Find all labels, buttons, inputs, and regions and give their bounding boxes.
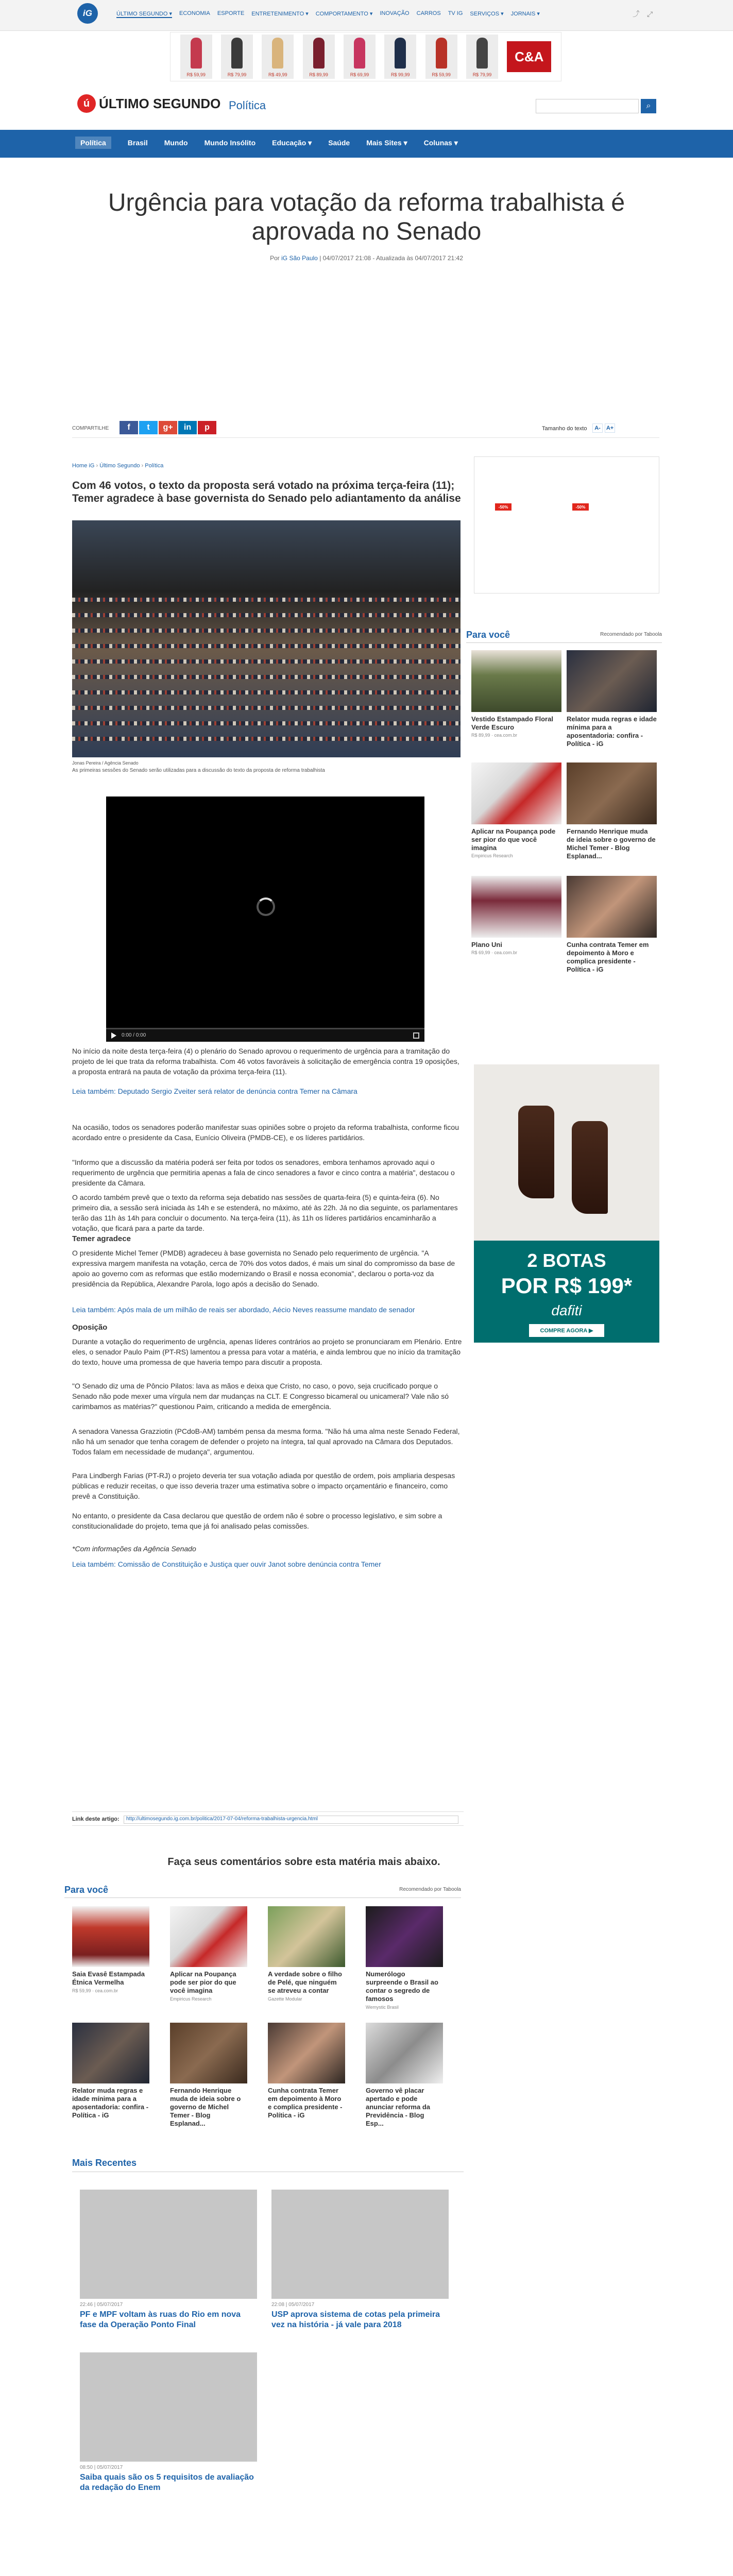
- nav-item-brasil[interactable]: Brasil: [127, 139, 148, 147]
- portal-nav-item[interactable]: TV IG: [448, 10, 463, 16]
- article-paragraph: Durante a votação do requerimento de urgência, apenas líderes contrários ao projeto se pronunciaram em Plenário. Entre eles, o senador Paulo Paim (PT-RS) lamentou a pressa para votar a matéria, e ainda lembrou que no início da tramitação do texto, houve uma promessa de que haveria tempo para discutir a proposta.: [72, 1337, 462, 1366]
- recommendation-card[interactable]: Aplicar na Poupança pode ser pior do que você imagina Empiricus Research: [170, 1906, 247, 2002]
- nav-item-mais-sites[interactable]: Mais Sites ▾: [366, 139, 407, 147]
- sidebar-header: [466, 630, 662, 643]
- ad-box-top[interactable]: [474, 456, 659, 594]
- facebook-share-button[interactable]: f: [120, 421, 138, 434]
- article-link-label: Link deste artigo:: [72, 1816, 120, 1822]
- ad-product[interactable]: R$ 79,99: [466, 35, 498, 79]
- share-bar: [72, 420, 659, 438]
- search-input[interactable]: [536, 99, 639, 113]
- nav-item-mundo-insolito[interactable]: Mundo Insólito: [204, 139, 256, 147]
- sidebar-title: Para você: [466, 630, 510, 640]
- taboola-label[interactable]: Recomendado por Taboola: [399, 1887, 461, 1892]
- ad-product[interactable]: R$ 69,99: [344, 35, 376, 79]
- ad-product[interactable]: R$ 79,99: [221, 35, 253, 79]
- ad-brand: dafiti: [551, 1302, 582, 1318]
- article-paragraph: O acordo também prevê que o texto da reforma seja debatido nas sessões de quarta-feira (5) e quinta-feira (6). No primeiro dia, a sessão será iniciada às 14h e se estenderá, no máximo, até às 22h. Já no dia seguinte, os parlamentares terão das 11h às 14h para concluir o documento. Na terça-feira (11), às 11h os líderes partidários encaminharão a votação, que ficará para a parte da tarde.: [72, 1193, 458, 1232]
- news-item[interactable]: 22:08 | 05/07/2017 USP aprova sistema de cotas pela primeira vez na história - já vale para 2018: [271, 2190, 449, 2330]
- recommendation-card[interactable]: Relator muda regras e idade mínima para a aposentadoria: confira - Política - iG: [72, 2023, 149, 2121]
- ad-brand-logo[interactable]: C&A: [507, 41, 551, 72]
- ad-headline: 2 BOTAS: [527, 1250, 606, 1271]
- video-time: 0:00 / 0:00: [122, 1032, 146, 1038]
- source-note: *Com informações da Agência Senado: [72, 1545, 196, 1553]
- byline-author[interactable]: iG São Paulo: [281, 255, 318, 262]
- portal-nav-item[interactable]: ESPORTE: [217, 10, 245, 16]
- discount-badge: -50%: [495, 503, 512, 511]
- googleplus-share-button[interactable]: g+: [159, 421, 177, 434]
- article-paragraph: "Informo que a discussão da matéria poderá ser feita por todos os senadores, embora tenhamos aprovado aqui o requerimento de urgência que permitiria apenas a fala de cinco senadores a favor e cinco contra a matéria", destacou o presidente da Câmara.: [72, 1158, 455, 1187]
- ad-product[interactable]: R$ 59,99: [425, 35, 457, 79]
- portal-nav: [116, 10, 540, 18]
- sidebar-card[interactable]: Vestido Estampado Floral Verde Escuro R$ 89,99 · cea.com.br: [471, 650, 561, 738]
- fullscreen-icon[interactable]: [413, 1032, 419, 1039]
- recommendation-card[interactable]: A verdade sobre o filho de Pelé, que ninguém se atreveu a contar Gazette Modular: [268, 1906, 345, 2002]
- breadcrumb: Home iG › Último Segundo › Política: [72, 463, 164, 469]
- masthead: [77, 93, 659, 118]
- linkedin-share-button[interactable]: in: [178, 421, 197, 434]
- portal-nav-item[interactable]: SERVIÇOS ▾: [470, 11, 504, 17]
- article-lead: Com 46 votos, o texto da proposta será votado na próxima terça-feira (11); Temer agradece à base governista do Senado pelo adiantamento da análise: [72, 480, 461, 504]
- article-link-field[interactable]: http://ultimosegundo.ig.com.br/politica/2017-07-04/reforma-trabalhista-urgencia.html: [124, 1816, 458, 1824]
- article-paragraph: A senadora Vanessa Grazziotin (PCdoB-AM) também pensa da mesma forma. "Não há uma alma neste Senado Federal, não há um senador que tenha coragem de defender o projeto na íntegra, tal qual aprovado na Câmara dos Deputados. Todos falam em necessidade de mudança", argumentou.: [72, 1427, 460, 1456]
- para-voce-header: [64, 1885, 461, 1898]
- leia-tambem: Leia também: Comissão de Constituição e Justiça quer ouvir Janot sobre denúncia contra Temer: [72, 1560, 381, 1568]
- leia-tambem: Leia também: Deputado Sergio Zveiter será relator de denúncia contra Temer na Câmara: [72, 1087, 357, 1095]
- sidebar-card[interactable]: Cunha contrata Temer em depoimento à Moro e complica presidente - Política - iG: [567, 876, 657, 975]
- video-controls: [106, 1029, 424, 1042]
- article-paragraph: No entanto, o presidente da Casa declarou que questão de ordem não é sobre o processo legislativo, e sim sobre a constitucionalidade do projeto, tema que já foi analisado pelas comissões.: [72, 1512, 442, 1530]
- ad-box-dafiti[interactable]: [474, 1064, 659, 1343]
- discount-badge: -50%: [572, 503, 589, 511]
- photo-credit: Jonas Pereira / Agência Senado: [72, 760, 139, 766]
- mais-recentes-title: Mais Recentes: [72, 2158, 464, 2172]
- portal-nav-item[interactable]: ÚLTIMO SEGUNDO ▾: [116, 11, 172, 17]
- site-name[interactable]: ÚLTIMO SEGUNDO: [99, 96, 221, 111]
- ad-product[interactable]: R$ 89,99: [303, 35, 335, 79]
- ad-price: POR R$ 199*: [501, 1274, 633, 1298]
- video-player[interactable]: [106, 796, 424, 1042]
- portal-nav-item[interactable]: CARROS: [416, 10, 441, 16]
- sidebar-card[interactable]: Relator muda regras e idade mínima para a aposentadoria: confira - Política - iG: [567, 650, 657, 749]
- comments-heading: Faça seus comentários sobre esta matéria mais abaixo.: [167, 1856, 440, 1868]
- boot-image: [518, 1106, 554, 1198]
- article-paragraph: "O Senado diz uma de Pôncio Pilatos: lava as mãos e deixa que Cristo, no caso, o povo, seja crucificado porque o Senado não pode mexer uma vírgula nem dar mudanças na CLT. E Congresso bicameral ou unicameral? Vale não só carimbamos as matérias?" questionou Paim, criticando a medida de emergência.: [72, 1382, 449, 1411]
- portal-nav-item[interactable]: ECONOMIA: [179, 10, 210, 16]
- breadcrumb-item[interactable]: Política: [145, 463, 164, 469]
- subheading-oposicao: Oposição: [72, 1323, 108, 1332]
- ad-banner-products[interactable]: [170, 32, 561, 81]
- ad-product[interactable]: R$ 99,99: [384, 35, 416, 79]
- loading-spinner-icon: [257, 897, 275, 916]
- recommendation-card[interactable]: Numerólogo surpreende o Brasil ao contar o segredo de famosos Wemystic Brasil: [366, 1906, 443, 2010]
- twitter-share-button[interactable]: t: [139, 421, 158, 434]
- ad-product[interactable]: R$ 59,99: [180, 35, 212, 79]
- recommendation-card[interactable]: Cunha contrata Temer em depoimento à Moro e complica presidente - Política - iG: [268, 2023, 345, 2121]
- share-label: COMPARTILHE: [72, 426, 109, 431]
- section-title[interactable]: Política: [229, 99, 266, 112]
- article-headline: Urgência para votação da reforma trabalhista é aprovada no Senado: [108, 189, 625, 245]
- share-icon[interactable]: ⤴: [633, 10, 640, 18]
- news-item[interactable]: 08:50 | 05/07/2017 Saiba quais são os 5 requisitos de avaliação da redação do Enem: [80, 2352, 257, 2493]
- article-paragraph: No início da noite desta terça-feira (4) o plenário do Senado aprovou o requerimento de urgência para a tramitação do projeto de lei que trata da reforma trabalhista. Com 46 votos favoráveis à solicitação de emergência contra 19 oposições, a proposta entrará na pauta de votação da próxima terça-feira (11).: [72, 1047, 459, 1076]
- ultimo-segundo-logo[interactable]: ú: [77, 94, 96, 113]
- portal-nav-item[interactable]: INOVAÇÃO: [380, 10, 410, 16]
- boot-image: [572, 1121, 608, 1214]
- article-link-bar: [72, 1811, 464, 1826]
- news-item[interactable]: 22:46 | 05/07/2017 PF e MPF voltam às ruas do Rio em nova fase da Operação Ponto Final: [80, 2190, 257, 2330]
- ad-cta-button[interactable]: COMPRE AGORA ▶: [529, 1324, 605, 1337]
- sidebar-card[interactable]: Plano Uni R$ 69,99 · cea.com.br: [471, 876, 561, 955]
- portal-nav-item[interactable]: ENTRETENIMENTO ▾: [251, 11, 309, 17]
- expand-icon[interactable]: ⤢: [647, 10, 653, 18]
- recommendation-card[interactable]: Fernando Henrique muda de ideia sobre o governo de Michel Temer - Blog Esplanad...: [170, 2023, 247, 2129]
- search-icon: ⌕: [646, 101, 651, 110]
- recommendation-card[interactable]: Governo vê placar apertado e pode anunciar reforma da Previdência - Blog Esp...: [366, 2023, 443, 2129]
- nav-item-mundo[interactable]: Mundo: [164, 139, 188, 147]
- recommendation-card[interactable]: Saia Evasê Estampada Étnica Vermelha R$ 59,99 · cea.com.br: [72, 1906, 149, 1993]
- nav-item-politica[interactable]: Política: [75, 137, 111, 149]
- pinterest-share-button[interactable]: p: [198, 421, 216, 434]
- ig-logo[interactable]: iG: [77, 3, 98, 24]
- search-button[interactable]: [641, 99, 656, 113]
- sidebar-card[interactable]: Fernando Henrique muda de ideia sobre o governo de Michel Temer - Blog Esplanad...: [567, 762, 657, 861]
- article-photo[interactable]: [72, 520, 461, 757]
- portal-nav-item[interactable]: JORNAIS ▾: [510, 11, 540, 17]
- article-byline: Por iG São Paulo | 04/07/2017 21:08 - Atualizada às 04/07/2017 21:42: [270, 255, 463, 262]
- taboola-label[interactable]: Recomendado por Taboola: [600, 632, 662, 637]
- nav-item-colunas[interactable]: Colunas ▾: [423, 139, 458, 147]
- article-paragraph: Para Lindbergh Farias (PT-RJ) o projeto deveria ter sua votação adiada por questão de ordem, pois ampliaria despesas públicas e reduzir receitas, o que isso deveria trazer uma estimativa sobre o impacto orçamentário e financeiro, como prevê a Constituição.: [72, 1471, 455, 1500]
- portal-nav-item[interactable]: COMPORTAMENTO ▾: [315, 11, 373, 17]
- nav-item-educacao[interactable]: Educação ▾: [272, 139, 312, 147]
- font-size-label: Tamanho do texto: [542, 426, 587, 432]
- play-icon[interactable]: [111, 1032, 116, 1039]
- para-voce-title: Para você: [64, 1885, 109, 1895]
- top-bar: [0, 0, 733, 31]
- sidebar-card[interactable]: Aplicar na Poupança pode ser pior do que você imagina Empiricus Research: [471, 762, 561, 858]
- ad-product[interactable]: R$ 49,99: [262, 35, 294, 79]
- article-paragraph: Na ocasião, todos os senadores poderão manifestar suas opiniões sobre o projeto da reforma trabalhista, conforme ficou acordado entre o presidente da Casa, Eunício Oliveira (PMDB-CE), e os líderes partidários.: [72, 1123, 459, 1142]
- font-decrease-button[interactable]: A-: [592, 423, 603, 433]
- breadcrumb-item[interactable]: Home iG: [72, 463, 95, 469]
- article-paragraph: O presidente Michel Temer (PMDB) agradeceu à base governista no Senado pelo requerimento de urgência. "A expressiva margem manifesta na votação, cerca de 70% dos votos dados, é mais um sinal do compromisso da base de apoio ao governo com as reformas que estão modernizando o Brasil e nossa economia", declarou o porta-voz da presidência da República, Alexandre Parola, logo após a decisão do Senado.: [72, 1249, 455, 1288]
- photo-caption: As primeiras sessões do Senado serão utilizadas para a discussão do texto da proposta de reforma trabalhista: [72, 768, 325, 773]
- breadcrumb-item[interactable]: Último Segundo: [99, 463, 140, 469]
- related-link[interactable]: Comissão de Constituição e Justiça quer ouvir Janot sobre denúncia contra Temer: [117, 1560, 381, 1568]
- byline-dates: | 04/07/2017 21:08 - Atualizada às 04/07/2017 21:42: [319, 255, 463, 262]
- related-link[interactable]: Deputado Sergio Zveiter será relator de denúncia contra Temer na Câmara: [117, 1087, 357, 1095]
- subheading-temer: Temer agradece: [72, 1234, 131, 1243]
- leia-tambem: Leia também: Após mala de um milhão de reais ser abordado, Aécio Neves reassume mandato de senador: [72, 1306, 415, 1314]
- section-nav: [0, 130, 733, 158]
- related-link[interactable]: Após mala de um milhão de reais ser abordado, Aécio Neves reassume mandato de senador: [117, 1306, 415, 1314]
- nav-item-saude[interactable]: Saúde: [328, 139, 350, 147]
- font-increase-button[interactable]: A+: [605, 423, 615, 433]
